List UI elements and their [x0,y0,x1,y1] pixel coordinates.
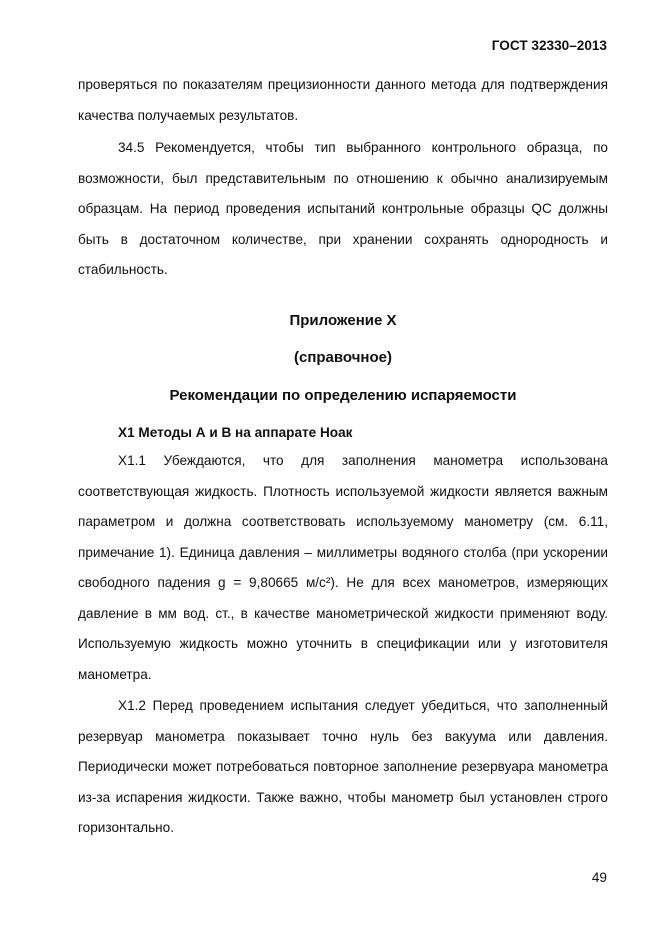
continuation-block [78,70,608,131]
appendix-kind: (справочное) [294,349,392,366]
appendix-heading-block [78,387,608,404]
x1-2-block [78,691,608,844]
appendix-title: Приложение X [289,312,397,329]
appendix-heading: Рекомендации по определению испаряемости [169,387,517,404]
x1-1-block [78,446,608,690]
section-34-5-block [78,133,608,286]
appendix-kind-block [78,349,608,366]
x1-1-paragraph: X1.1 Убеждаются, что для заполнения манометра использована соответствующая жидкость. Плотность используемой жидкости является важным параметром и должна соответствовать используемому манометру (см. 6.11, примечание 1). Единица давления – миллиметры водяного столба (при ускорении свободного падения g = 9,80665 м/с²). Не для всех манометров, измеряющих давление в мм вод. ст., в качестве манометрической жидкости применяют воду. Используемую жидкость можно уточнить в спецификации или у изготовителя манометра. [78,453,608,682]
standard-designation: ГОСТ 32330–2013 [491,38,607,53]
section-34-5-paragraph: 34.5 Рекомендуется, чтобы тип выбранного контрольного образца, по возможности, был представительным по отношению к обычно анализируемым образцам. На период проведения испытаний контрольные образцы QC должны быть в достаточном количестве, при хранении сохранять однородность и стабильность. [78,140,608,277]
appendix-title-block [78,312,608,329]
x1-2-paragraph: X1.2 Перед проведением испытания следует убедиться, что заполненный резервуар манометра показывает точно нуль без вакуума или давления. Периодически может потребоваться повторное заполнение резервуара манометра из-за испарения жидкости. Также важно, чтобы манометр был установлен строго горизонтально. [78,698,608,835]
page-number: 49 [591,870,607,885]
continuation-paragraph: проверяться по показателям прецизионности данного метода для подтверждения качества получаемых результатов. [78,77,608,123]
x1-heading-block [78,425,608,440]
x1-heading: X1 Методы А и В на аппарате Ноак [118,425,353,440]
